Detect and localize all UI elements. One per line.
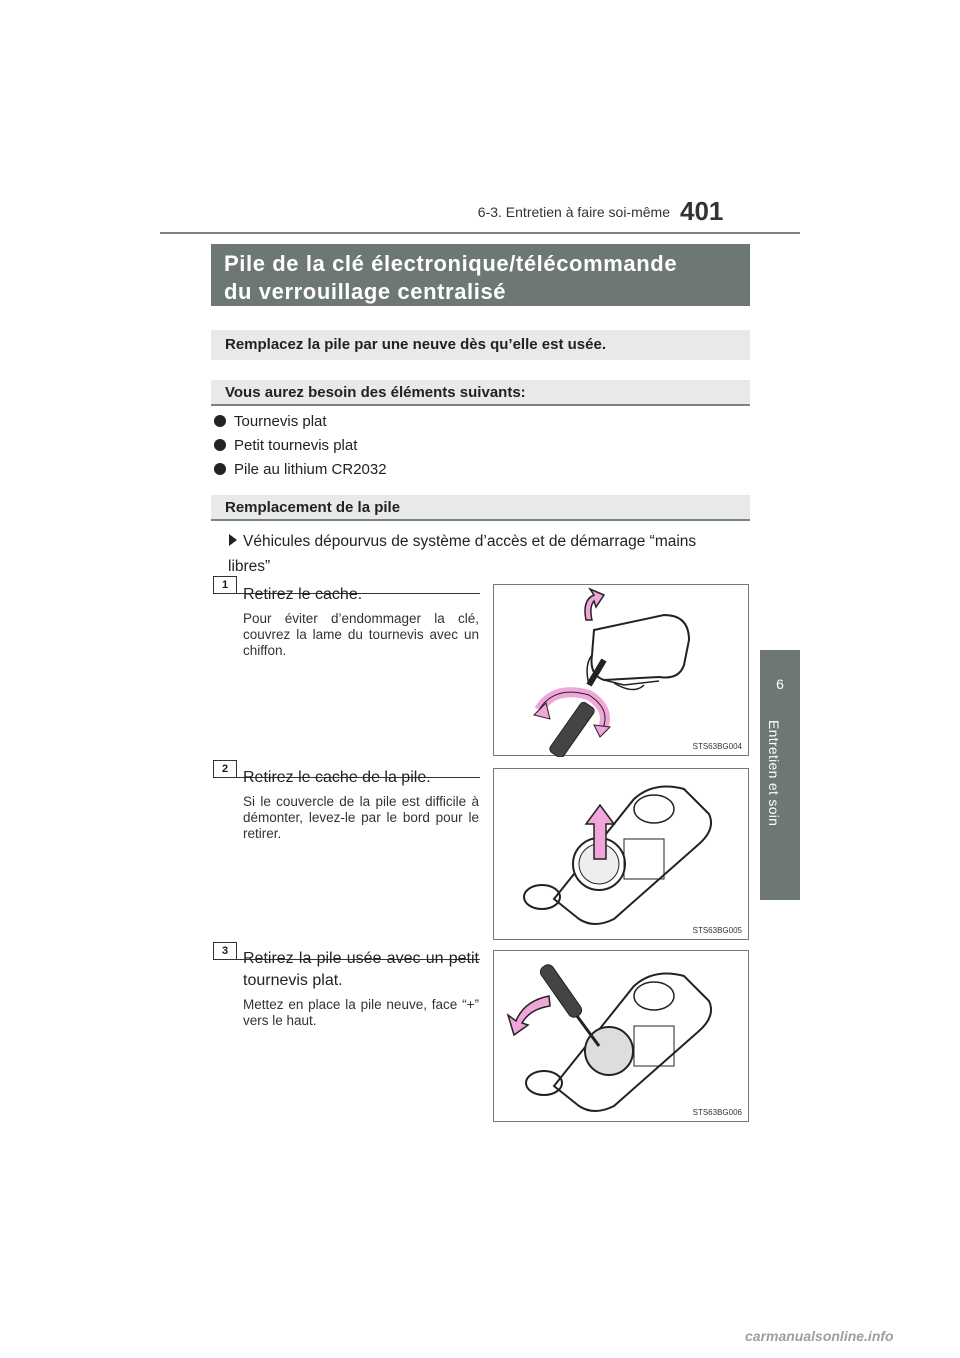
figure-code: STS63BG005 bbox=[692, 926, 742, 935]
running-header-section: 6-3. Entretien à faire soi-même bbox=[477, 204, 670, 220]
bullet-dot-icon bbox=[214, 463, 226, 475]
step-3-note: Mettez en place la pile neuve, face “+” vers le haut. bbox=[243, 997, 479, 1028]
section-title-line-1: Pile de la clé électronique/télécommande bbox=[224, 251, 678, 276]
section-title-line-2: du verrouillage centralisé bbox=[224, 279, 507, 304]
replacement-heading: Remplacement de la pile bbox=[211, 495, 750, 521]
battery-cover-removal-illustration bbox=[494, 769, 750, 941]
step-number-2: 2 bbox=[213, 760, 237, 778]
intro-statement: Remplacez la pile par une neuve dès qu’elle est usée. bbox=[211, 330, 750, 360]
bullet-dot-icon bbox=[214, 415, 226, 427]
step-2-note: Si le couvercle de la pile est difficile à démonter, levez-le par le bord pour le retirer. bbox=[243, 794, 479, 841]
needed-item: Tournevis plat bbox=[214, 413, 327, 430]
step-1-note: Pour éviter d’endommager la clé, couvrez la lame du tournevis avec un chiffon. bbox=[243, 611, 479, 658]
header-rule bbox=[160, 232, 800, 234]
key-cover-removal-illustration bbox=[494, 585, 750, 757]
chapter-number: 6 bbox=[776, 676, 784, 692]
battery-removal-illustration bbox=[494, 951, 750, 1123]
chapter-label: Entretien et soin bbox=[766, 720, 782, 827]
needed-heading: Vous aurez besoin des éléments suivants: bbox=[211, 380, 750, 406]
step-3-figure bbox=[493, 950, 749, 1122]
triangle-bullet-icon bbox=[229, 534, 237, 546]
vehicle-condition: Véhicules dépourvus de système d’accès et de démarrage “mains libres” bbox=[228, 533, 697, 575]
figure-code: STS63BG006 bbox=[692, 1108, 742, 1117]
step-1-title: Retirez le cache. bbox=[243, 586, 363, 603]
chapter-side-tab bbox=[760, 650, 800, 900]
needed-item: Petit tournevis plat bbox=[214, 437, 357, 454]
needed-item: Pile au lithium CR2032 bbox=[214, 461, 387, 478]
figure-code: STS63BG004 bbox=[692, 742, 742, 751]
section-title bbox=[211, 244, 750, 306]
step-2-figure bbox=[493, 768, 749, 940]
step-3-title: Retirez la pile usée avec un petit tournevis plat. bbox=[243, 950, 479, 989]
site-watermark: carmanualsonline.info bbox=[745, 1328, 894, 1344]
bullet-dot-icon bbox=[214, 439, 226, 451]
step-2-title: Retirez le cache de la pile. bbox=[243, 769, 431, 786]
step-1-figure bbox=[493, 584, 749, 756]
step-number-1: 1 bbox=[213, 576, 237, 594]
page-number: 401 bbox=[680, 196, 724, 226]
step-number-3: 3 bbox=[213, 942, 237, 960]
